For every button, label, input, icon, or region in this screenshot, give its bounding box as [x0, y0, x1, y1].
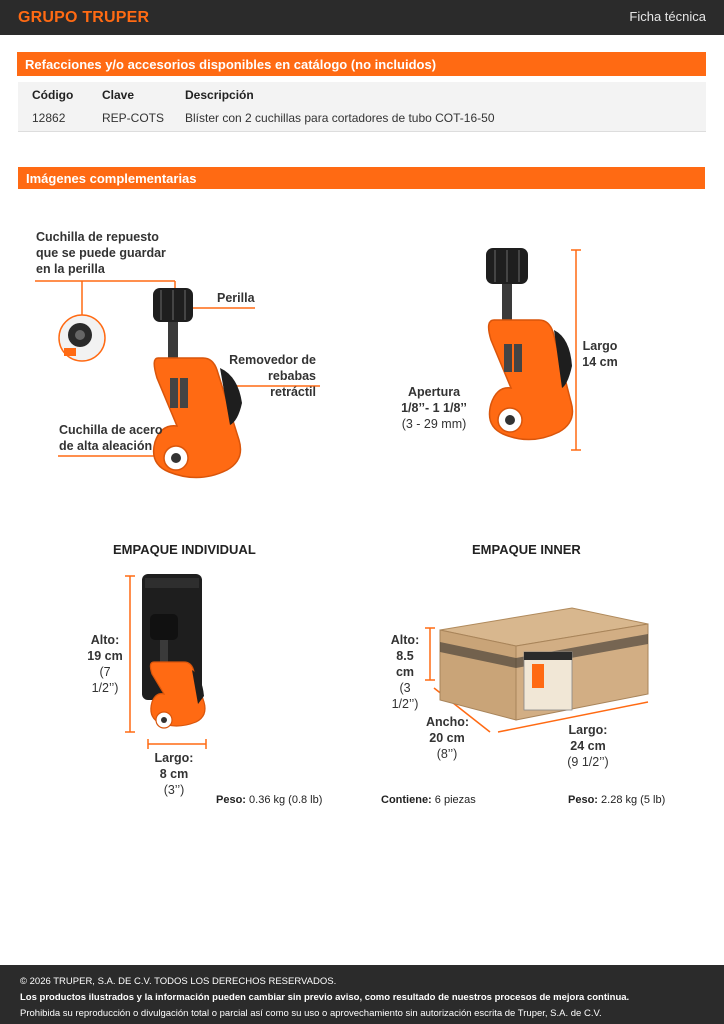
column-header-clave: Clave — [102, 88, 135, 102]
inner-length-in: (9 1/2’’) — [567, 755, 609, 769]
spare-blade-line2: que se puede guardar — [36, 246, 166, 260]
inner-weight-value: 2.28 kg (5 lb) — [601, 794, 666, 806]
opening-inches: 1/8’’- 1 1/8’’ — [401, 401, 467, 415]
individual-length-in: (3’’) — [163, 783, 185, 797]
inner-weight-label: Peso: — [568, 794, 598, 806]
individual-package-image — [120, 570, 220, 750]
length-dimension — [578, 338, 622, 370]
inner-weight — [568, 794, 665, 806]
inner-height-label: Alto: — [390, 633, 420, 647]
inner-package-title: EMPAQUE INNER — [472, 542, 581, 557]
length-value: 14 cm — [582, 355, 618, 369]
opening-label: Apertura — [407, 385, 461, 399]
spare-blade-line3: en la perilla — [36, 262, 105, 276]
individual-height-label: Alto: — [90, 633, 120, 647]
cell-clave: REP-COTS — [102, 111, 165, 125]
column-header-codigo: Código — [32, 88, 74, 102]
individual-length — [151, 750, 197, 798]
individual-length-cm: 8 cm — [159, 767, 189, 781]
individual-height-in: (7 1/2’’) — [91, 665, 119, 695]
opening-mm: (3 - 29 mm) — [401, 417, 467, 431]
opening-dimension — [386, 384, 482, 432]
cell-codigo: 12862 — [32, 111, 66, 125]
individual-height — [86, 632, 124, 696]
brand-logo: GRUPO TRUPER — [18, 9, 150, 26]
inner-height-in: (3 1/2’’) — [391, 681, 419, 711]
column-header-descripcion: Descripción — [185, 88, 254, 102]
inner-width-cm: 20 cm — [429, 731, 465, 745]
deburrer-line2: rebabas retráctil — [268, 369, 316, 399]
inner-length — [565, 722, 611, 770]
inner-width-label: Ancho: — [426, 715, 470, 729]
steel-blade-line2: de alta aleación — [59, 439, 153, 453]
pipe-cutter-dimensions-image — [470, 240, 590, 460]
table-divider — [18, 131, 706, 132]
individual-length-label: Largo: — [154, 751, 194, 765]
cell-descripcion: Blíster con 2 cuchillas para cortadores de tubo COT-16-50 — [185, 111, 495, 125]
inner-length-label: Largo: — [568, 723, 608, 737]
spare-blade-callout — [36, 229, 166, 277]
inner-contents-value: 6 piezas — [434, 794, 476, 806]
top-bar — [0, 0, 724, 35]
inner-width-in: (8’’) — [436, 747, 458, 761]
individual-weight-value: 0.36 kg (0.8 lb) — [249, 794, 323, 806]
individual-height-cm: 19 cm — [87, 649, 123, 663]
deburrer-callout — [227, 352, 316, 400]
steel-blade-callout — [59, 422, 163, 454]
individual-weight — [216, 794, 322, 806]
knob-callout: Perilla — [217, 291, 255, 305]
length-label: Largo — [582, 339, 618, 353]
steel-blade-line1: Cuchilla de acero — [59, 423, 163, 437]
individual-package-title: EMPAQUE INDIVIDUAL — [113, 542, 256, 557]
accessories-table — [18, 82, 706, 132]
deburrer-line1: Removedor de — [229, 353, 316, 367]
images-section-title: Imágenes complementarias — [18, 167, 705, 189]
accessories-section-title: Refacciones y/o accesorios disponibles en catálogo (no incluidos) — [17, 52, 706, 76]
document-type: Ficha técnica — [629, 9, 706, 24]
inner-width — [426, 714, 468, 762]
footer-notice: Los productos ilustrados y la información pueden cambiar sin previo aviso, como resultado de nuestros procesos de mejora continua. — [20, 992, 630, 1003]
footer — [0, 965, 724, 1024]
footer-prohibition: Prohibida su reproducción o divulgación total o parcial así como su uso o aprovechamiento sin autorización escrita de Truper, S.A. de C.V. — [20, 1008, 602, 1019]
inner-length-cm: 24 cm — [570, 739, 606, 753]
spare-blade-line1: Cuchilla de repuesto — [36, 230, 159, 244]
inner-contents-label: Contiene: — [381, 794, 432, 806]
inner-contents — [381, 794, 476, 806]
inner-height — [386, 632, 424, 712]
individual-weight-label: Peso: — [216, 794, 246, 806]
inner-height-cm: 8.5 cm — [395, 649, 415, 679]
footer-copyright: © 2026 TRUPER, S.A. DE C.V. TODOS LOS DERECHOS RESERVADOS. — [20, 976, 337, 987]
